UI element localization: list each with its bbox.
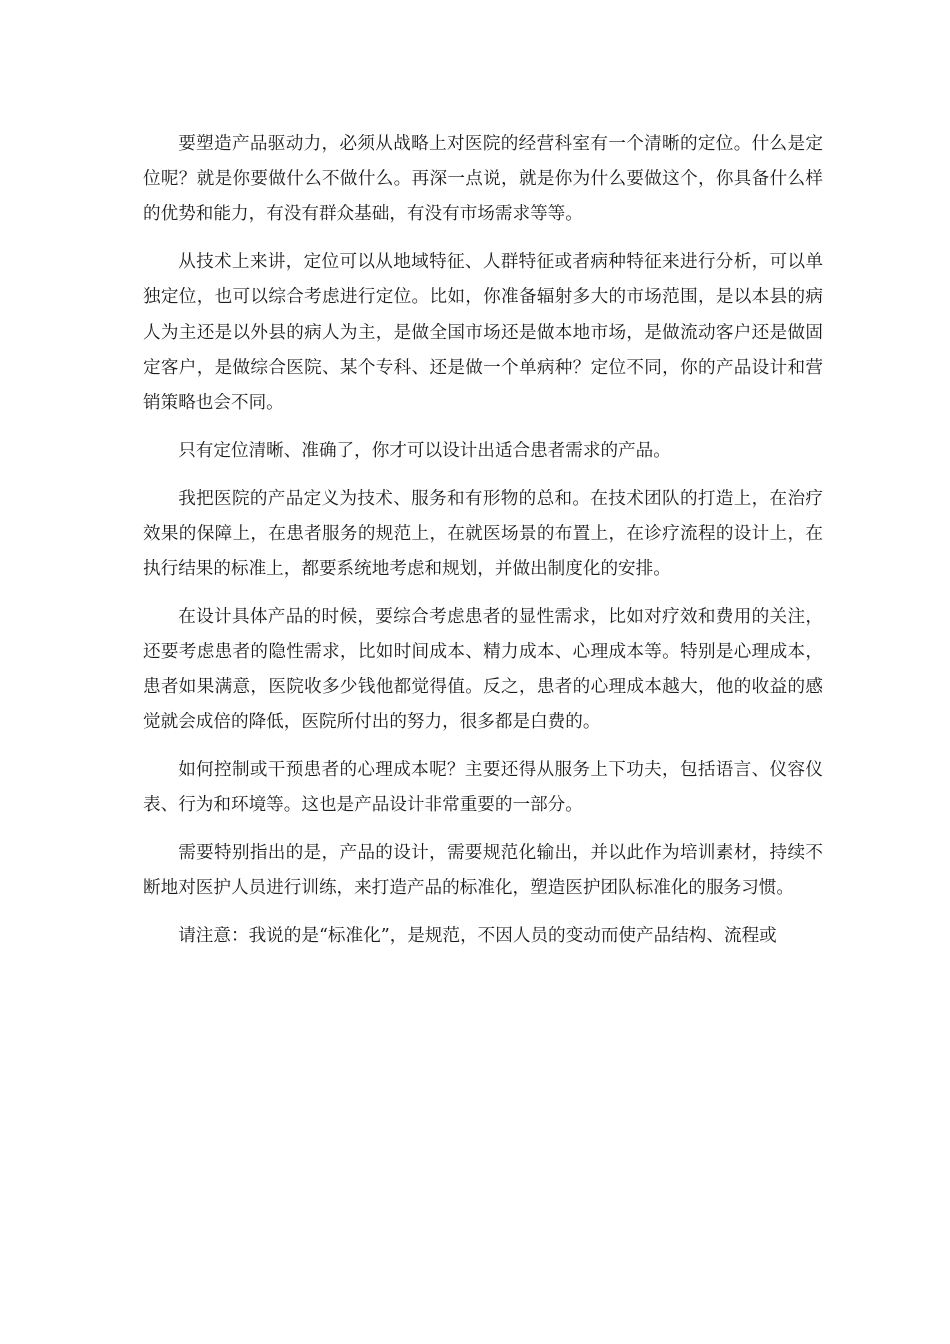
paragraph-6: 如何控制或干预患者的心理成本呢？主要还得从服务上下功夫，包括语言、仪容仪表、行为和环境等。这也是产品设计非常重要的一部分。: [143, 760, 823, 816]
paragraph-8: 请注意：我说的是“标准化”，是规范，不因人员的变动而使产品结构、流程或: [178, 926, 777, 947]
paragraph-5: 在设计具体产品的时候，要综合考虑患者的显性需求，比如对疗效和费用的关注，还要考虑患者的隐性需求，比如时间成本、精力成本、心理成本等。特别是心理成本，患者如果满意，医院收多少钱他都觉得值。反之，患者的心理成本越大，他的收益的感觉就会成倍的降低，医院所付出的努力，很多都是白费的。: [143, 606, 823, 733]
paragraph-1: 要塑造产品驱动力，必须从战略上对医院的经营科室有一个清晰的定位。什么是定位呢？就是你要做什么不做什么。再深一点说，就是你为什么要做这个，你具备什么样的优势和能力，有没有群众基础，有没有市场需求等等。: [143, 134, 823, 225]
paragraph-7: 需要特别指出的是，产品的设计，需要规范化输出，并以此作为培训素材，持续不断地对医护人员进行训练，来打造产品的标准化，塑造医护团队标准化的服务习惯。: [143, 843, 823, 899]
paragraph-3: 只有定位清晰、准确了，你才可以设计出适合患者需求的产品。: [178, 440, 671, 461]
body-text: [143, 127, 823, 967]
paragraph-2: 从技术上来讲，定位可以从地域特征、人群特征或者病种特征来进行分析，可以单独定位，也可以综合考虑进行定位。比如，你准备辐射多大的市场范围，是以本县的病人为主还是以外县的病人为主，是做全国市场还是做本地市场，是做流动客户还是做固定客户，是做综合医院、某个专科、还是做一个单病种？定位不同，你的产品设计和营销策略也会不同。: [143, 252, 823, 414]
paragraph-4: 我把医院的产品定义为技术、服务和有形物的总和。在技术团队的打造上，在治疗效果的保障上，在患者服务的规范上，在就医场景的布置上，在诊疗流程的设计上，在执行结果的标准上，都要系统地考虑和规划，并做出制度化的安排。: [143, 488, 823, 580]
